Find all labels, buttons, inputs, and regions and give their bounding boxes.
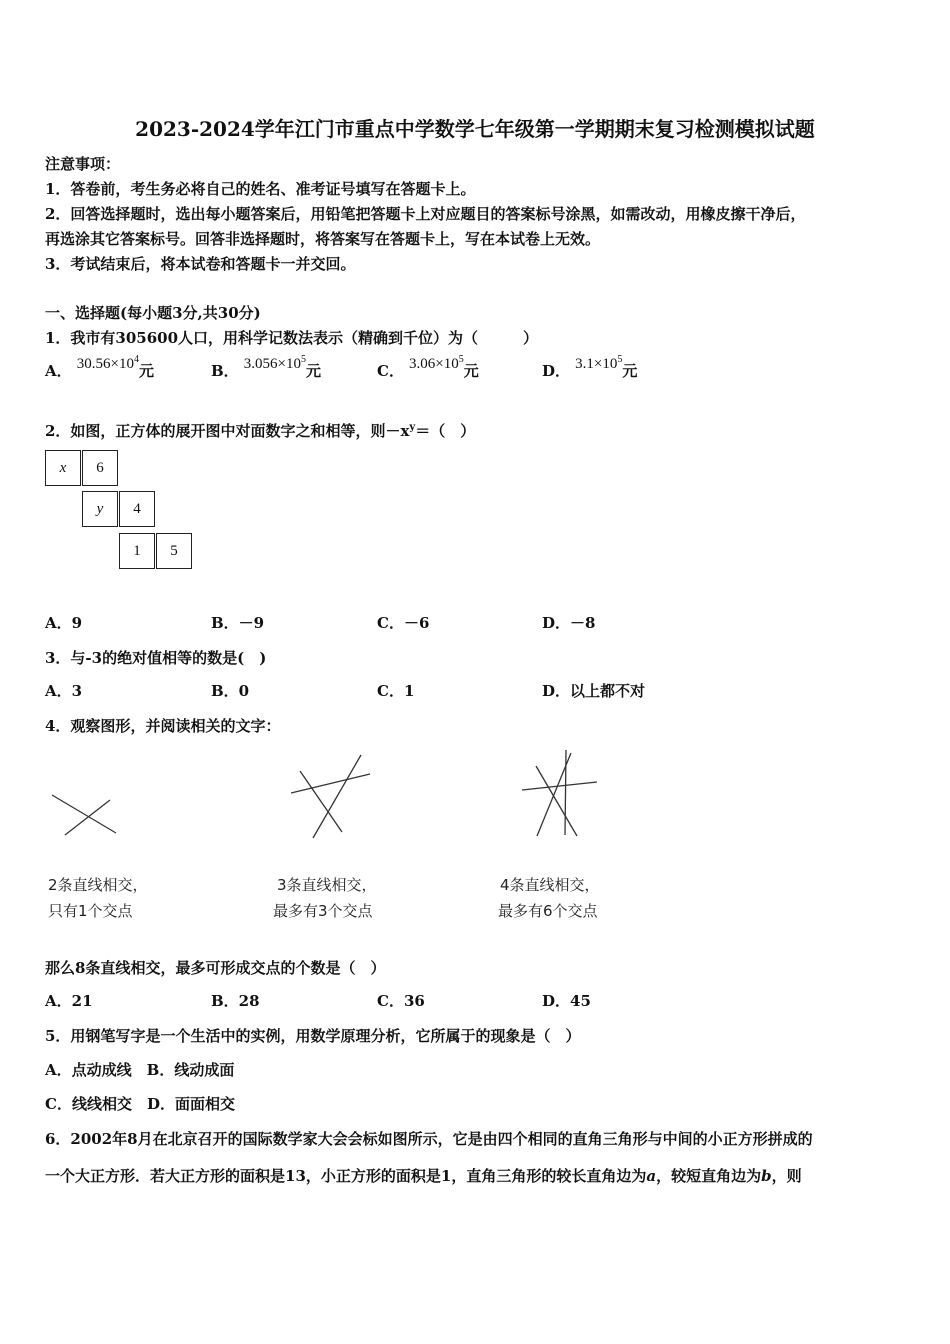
question-3-stem: 3．与-3的绝对值相等的数是( ) — [45, 649, 267, 667]
lines-intersection-figures — [0, 740, 950, 850]
caption-4-lines-line1: 4条直线相交， — [500, 876, 600, 894]
line — [291, 774, 370, 793]
question-1-stem: 1．我市有305600人口，用科学记数法表示（精确到千位）为（ ） — [45, 329, 539, 347]
q3-option-b: B．0 — [211, 682, 250, 700]
net-cell: 6 — [82, 450, 118, 486]
option-label: A． — [45, 362, 72, 380]
caption-3-lines-line2: 最多有3个交点 — [273, 902, 373, 920]
q2-option-d: D．－8 — [542, 614, 596, 632]
notice-item: 1．答卷前，考生务必将自己的姓名、准考证号填写在答题卡上。 — [45, 180, 476, 198]
q2-option-a: A．9 — [45, 614, 83, 632]
notice-item: 3．考试结束后，将本试卷和答题卡一并交回。 — [45, 255, 356, 273]
q2-option-b: B．－9 — [211, 614, 265, 632]
line — [536, 766, 577, 836]
notice-heading: 注意事项： — [45, 155, 121, 173]
q5-options-row2: C．线线相交 D．面面相交 — [45, 1095, 235, 1113]
formula: $3.1\times 10^5$ — [575, 354, 623, 372]
q3-option-a: A．3 — [45, 682, 83, 700]
line — [52, 795, 116, 833]
line — [300, 771, 342, 832]
net-cell: 5 — [156, 533, 192, 569]
question-6-line1: 6．2002年8月在北京召开的国际数学家大会会标如图所示，它是由四个相同的直角三角形与中间的小正方形拼成的 — [45, 1130, 813, 1148]
net-cell: 4 — [119, 491, 155, 527]
cube-net-figure — [45, 450, 195, 575]
q4-option-d: D．45 — [542, 992, 591, 1010]
unit: 元 — [138, 362, 154, 380]
option-label: C． — [377, 362, 404, 380]
caption-3-lines-line1: 3条直线相交， — [277, 876, 377, 894]
q1-option-c — [377, 354, 479, 381]
line — [65, 800, 110, 835]
question-4-stem: 4．观察图形，并阅读相关的文字： — [45, 717, 281, 735]
formula: $3.06\times 10^5$ — [409, 354, 464, 372]
q4-option-b: B．28 — [211, 992, 260, 1010]
net-cell: 1 — [119, 533, 155, 569]
notice-item: 2．回答选择题时，选出每小题答案后，用铅笔把答题卡上对应题目的答案标号涂黑，如需改动，用橡皮擦干净后， — [45, 205, 806, 223]
unit: 元 — [622, 362, 638, 380]
caption-2-lines-line2: 只有1个交点 — [48, 902, 133, 920]
q3-option-c: C．1 — [377, 682, 415, 700]
question-5-stem: 5．用钢笔写字是一个生活中的实例，用数学原理分析，它所属于的现象是（ ） — [45, 1027, 581, 1045]
question-6-line2: 一个大正方形．若大正方形的面积是13，小正方形的面积是1，直角三角形的较长直角边为a，较短直角边为b，则 — [45, 1167, 802, 1185]
formula: $30.56\times 10^4$ — [76, 354, 139, 372]
formula: $3.056\times 10^5$ — [243, 354, 306, 372]
q2-option-c: C．－6 — [377, 614, 430, 632]
question-4-question: 那么8条直线相交，最多可形成交点的个数是（ ） — [45, 959, 386, 977]
unit: 元 — [463, 362, 479, 380]
unit: 元 — [306, 362, 322, 380]
question-2-stem: 2．如图，正方体的展开图中对面数字之和相等，则$-x^y=$（ ） — [45, 422, 476, 440]
q4-option-a: A．21 — [45, 992, 93, 1010]
q1-option-b — [211, 354, 322, 381]
notice-item: 再选涂其它答案标号。回答非选择题时，将答案写在答题卡上，写在本试卷上无效。 — [45, 230, 601, 248]
line — [522, 782, 597, 790]
q1-option-d — [542, 354, 638, 381]
net-cell: x — [45, 450, 81, 486]
section-heading: 一、选择题(每小题3分,共30分) — [45, 304, 261, 322]
q1-option-a — [45, 354, 154, 381]
net-cell: y — [82, 491, 118, 527]
q4-option-c: C．36 — [377, 992, 425, 1010]
q3-option-d: D．以上都不对 — [542, 682, 646, 700]
page-title: 2023-2024学年江门市重点中学数学七年级第一学期期末复习检测模拟试题 — [135, 117, 815, 141]
q5-options-row1: A．点动成线 B．线动成面 — [45, 1061, 235, 1079]
option-label: D． — [542, 362, 571, 380]
line — [565, 750, 566, 835]
caption-4-lines-line2: 最多有6个交点 — [498, 902, 598, 920]
caption-2-lines-line1: 2条直线相交， — [48, 876, 148, 894]
option-label: B． — [211, 362, 239, 380]
